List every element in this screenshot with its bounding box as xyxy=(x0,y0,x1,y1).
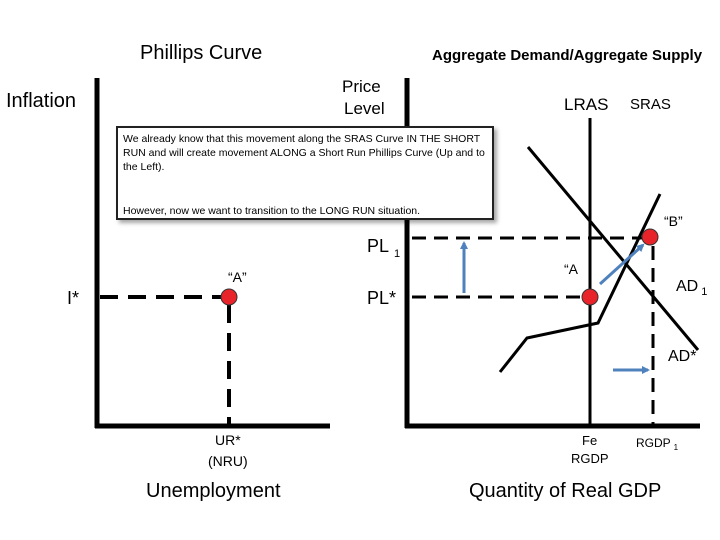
lras-label: LRAS xyxy=(564,95,609,114)
fe-label: Fe xyxy=(582,433,598,448)
pl1-text: PL xyxy=(367,236,390,256)
rgdp1-text: RGDP xyxy=(636,436,671,450)
adas-x-axis-label: Quantity of Real GDP xyxy=(469,480,662,502)
phillips-point-a-label: “A” xyxy=(228,269,247,285)
adas-y-axis-label-line1: Price xyxy=(342,77,381,96)
phillips-y-axis-label: Inflation xyxy=(6,90,77,112)
ad1-text: AD xyxy=(676,278,699,295)
adas-point-b-label: “B” xyxy=(664,213,683,229)
phillips-point-a xyxy=(221,289,237,305)
callout-paragraph-2: However, now we want to transition to the LONG RUN situation. xyxy=(123,205,421,217)
adas-point-a xyxy=(582,289,598,305)
adas-y-axis-label-line2: Level xyxy=(344,99,385,118)
pl-star-label: PL* xyxy=(367,288,397,308)
ad1-subscript: 1 xyxy=(701,286,708,299)
nru-label: (NRU) xyxy=(208,453,248,469)
phillips-x-axis-label: Unemployment xyxy=(146,480,281,502)
fe-rgdp-label: RGDP xyxy=(571,451,609,466)
pl1-label xyxy=(367,236,400,260)
adas-point-a-label: “A xyxy=(564,261,578,277)
adas-point-b xyxy=(642,229,658,245)
explanation-callout xyxy=(116,126,494,220)
sras-curve xyxy=(500,194,660,372)
sras-label: SRAS xyxy=(630,96,671,113)
i-star-label: I* xyxy=(67,288,80,308)
ad1-label xyxy=(676,278,707,298)
rgdp1-label xyxy=(636,436,678,452)
pl1-subscript: 1 xyxy=(394,247,401,260)
ad1-line xyxy=(528,147,698,350)
callout-paragraph-1: We already know that this movement along the SRAS Curve IN THE SHORT RUN and will create movement ALONG a Short Run Phillips Curve (Up and to the Left). xyxy=(123,133,485,173)
rgdp1-subscript: 1 xyxy=(673,443,679,453)
adas-title: Aggregate Demand/Aggregate Supply xyxy=(432,47,703,64)
ad-star-label: AD* xyxy=(668,348,697,365)
ur-star-label: UR* xyxy=(215,432,241,448)
phillips-title: Phillips Curve xyxy=(140,42,263,64)
